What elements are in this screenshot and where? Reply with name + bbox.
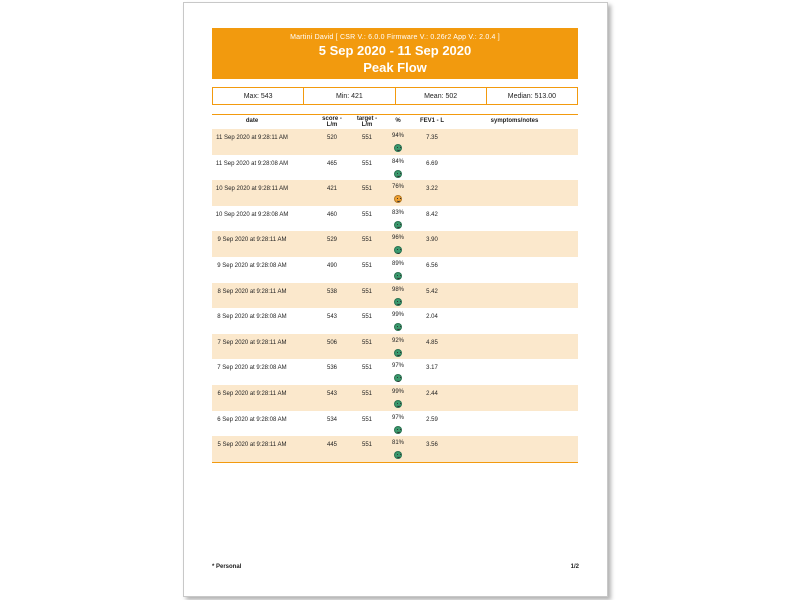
cell-percent bbox=[383, 415, 413, 439]
page-number: 1/2 bbox=[570, 564, 579, 570]
cell-percent bbox=[383, 440, 413, 464]
measurements-table-body bbox=[212, 129, 578, 462]
cell-score: 506 bbox=[326, 339, 337, 346]
percent-value: 97% bbox=[391, 363, 404, 370]
cell-fev1: 5.42 bbox=[426, 288, 438, 295]
cell-target: 551 bbox=[361, 314, 372, 321]
table-row bbox=[212, 436, 578, 462]
cell-target: 551 bbox=[361, 390, 372, 397]
cell-target: 551 bbox=[361, 135, 372, 141]
date-range-title: 5 Sep 2020 - 11 Sep 2020 bbox=[318, 43, 472, 58]
table-row bbox=[212, 129, 578, 155]
cell-date: 11 Sep 2020 at 9:28:11 AM bbox=[216, 135, 288, 141]
cell-score: 460 bbox=[326, 211, 337, 218]
cell-score: 543 bbox=[326, 390, 337, 397]
percent-value: 76% bbox=[391, 184, 404, 191]
cell-date: 6 Sep 2020 at 9:28:11 AM bbox=[217, 390, 287, 397]
smiley-status-icon bbox=[394, 451, 402, 459]
cell-date: 10 Sep 2020 at 9:28:11 AM bbox=[215, 186, 289, 193]
cell-percent bbox=[383, 235, 413, 259]
cell-date: 7 Sep 2020 at 9:28:11 AM bbox=[217, 339, 287, 346]
column-header-date: date bbox=[245, 118, 259, 124]
cell-date: 7 Sep 2020 at 9:28:08 AM bbox=[217, 365, 287, 372]
cell-fev1: 6.69 bbox=[426, 160, 438, 167]
cell-fev1: 3.56 bbox=[426, 442, 438, 449]
report-page bbox=[183, 2, 608, 597]
cell-score: 536 bbox=[326, 365, 337, 372]
smiley-status-icon bbox=[394, 170, 402, 178]
cell-fev1: 2.04 bbox=[426, 314, 438, 321]
cell-target: 551 bbox=[361, 211, 372, 218]
cell-fev1: 6.56 bbox=[426, 262, 438, 269]
cell-percent bbox=[383, 363, 413, 387]
cell-date: 11 Sep 2020 at 9:28:08 AM bbox=[215, 160, 289, 167]
cell-target: 551 bbox=[361, 339, 372, 346]
table-row bbox=[212, 283, 578, 309]
smiley-status-icon bbox=[394, 195, 402, 203]
cell-target: 551 bbox=[361, 365, 372, 372]
column-header-notes: symptoms/notes bbox=[490, 118, 539, 124]
table-row bbox=[212, 257, 578, 283]
cell-percent bbox=[383, 338, 413, 362]
percent-value: 81% bbox=[391, 440, 404, 447]
cell-fev1: 2.59 bbox=[426, 416, 438, 423]
percent-value: 99% bbox=[391, 312, 404, 319]
footer-note: * Personal bbox=[212, 564, 242, 570]
column-header-percent: % bbox=[395, 118, 401, 124]
cell-date: 8 Sep 2020 at 9:28:11 AM bbox=[217, 288, 287, 295]
cell-date: 8 Sep 2020 at 9:28:08 AM bbox=[217, 314, 287, 321]
percent-value: 84% bbox=[391, 158, 404, 165]
table-row bbox=[212, 385, 578, 411]
cell-date: 10 Sep 2020 at 9:28:08 AM bbox=[215, 211, 289, 218]
cell-fev1: 8.42 bbox=[426, 211, 438, 218]
summary-stats-bar bbox=[212, 87, 578, 105]
table-row bbox=[212, 308, 578, 334]
report-header-banner bbox=[212, 28, 578, 79]
smiley-status-icon bbox=[394, 349, 402, 357]
cell-score: 490 bbox=[326, 262, 337, 269]
table-row bbox=[212, 334, 578, 360]
column-header-score: score - L/m bbox=[322, 116, 342, 128]
cell-percent bbox=[383, 133, 413, 157]
cell-target: 551 bbox=[361, 160, 372, 167]
stat-mean: Mean: 502 bbox=[396, 88, 487, 104]
cell-score: 421 bbox=[326, 186, 337, 193]
cell-fev1: 4.85 bbox=[426, 339, 438, 346]
cell-date: 9 Sep 2020 at 9:28:08 AM bbox=[217, 262, 287, 269]
percent-value: 94% bbox=[391, 133, 404, 139]
smiley-status-icon bbox=[394, 426, 402, 434]
report-title: Peak Flow bbox=[363, 60, 427, 75]
table-row bbox=[212, 359, 578, 385]
cell-fev1: 3.17 bbox=[426, 365, 438, 372]
cell-date: 6 Sep 2020 at 9:28:08 AM bbox=[217, 416, 287, 423]
cell-percent bbox=[383, 389, 413, 413]
percent-value: 98% bbox=[391, 286, 404, 293]
smiley-status-icon bbox=[394, 272, 402, 280]
percent-value: 89% bbox=[391, 260, 404, 267]
cell-fev1: 3.22 bbox=[426, 186, 438, 193]
smiley-status-icon bbox=[394, 221, 402, 229]
cell-percent bbox=[383, 159, 413, 183]
cell-score: 445 bbox=[326, 442, 337, 449]
table-header bbox=[212, 114, 578, 130]
stat-min: Min: 421 bbox=[304, 88, 395, 104]
percent-value: 96% bbox=[391, 235, 404, 242]
smiley-status-icon bbox=[394, 298, 402, 306]
cell-fev1: 7.35 bbox=[426, 135, 438, 141]
cell-percent bbox=[383, 210, 413, 234]
cell-score: 534 bbox=[326, 416, 337, 423]
cell-score: 465 bbox=[326, 160, 337, 167]
table-bottom-rule bbox=[212, 462, 578, 463]
percent-value: 97% bbox=[391, 414, 404, 421]
cell-score: 538 bbox=[326, 288, 337, 295]
cell-fev1: 3.90 bbox=[426, 237, 438, 244]
smiley-status-icon bbox=[394, 323, 402, 331]
cell-target: 551 bbox=[361, 288, 372, 295]
table-row bbox=[212, 155, 578, 181]
cell-target: 551 bbox=[361, 416, 372, 423]
cell-target: 551 bbox=[361, 237, 372, 244]
cell-percent bbox=[383, 287, 413, 311]
cell-score: 529 bbox=[326, 237, 337, 244]
percent-value: 99% bbox=[391, 388, 404, 395]
cell-score: 520 bbox=[326, 135, 337, 141]
table-row bbox=[212, 180, 578, 206]
percent-value: 83% bbox=[391, 209, 404, 216]
percent-value: 92% bbox=[391, 337, 404, 344]
patient-device-info: Martini David [ CSR V.: 6.0.0 Firmware V.: 0.26r2 App V.: 2.0.4 ] bbox=[290, 34, 500, 41]
smiley-status-icon bbox=[394, 400, 402, 408]
cell-percent bbox=[383, 261, 413, 285]
cell-percent bbox=[383, 184, 413, 208]
column-header-target: target - L/m bbox=[356, 116, 378, 128]
cell-target: 551 bbox=[361, 262, 372, 269]
smiley-status-icon bbox=[394, 246, 402, 254]
cell-percent bbox=[383, 312, 413, 336]
cell-target: 551 bbox=[361, 442, 372, 449]
smiley-status-icon bbox=[394, 144, 402, 152]
table-row bbox=[212, 206, 578, 232]
cell-fev1: 2.44 bbox=[426, 390, 438, 397]
stat-median: Median: 513.00 bbox=[507, 92, 556, 100]
table-row bbox=[212, 411, 578, 437]
smiley-status-icon bbox=[394, 374, 402, 382]
stat-max: Max: 543 bbox=[213, 88, 304, 104]
column-header-fev1: FEV1 - L bbox=[419, 118, 444, 124]
cell-target: 551 bbox=[361, 186, 372, 193]
table-row bbox=[212, 231, 578, 257]
cell-date: 9 Sep 2020 at 9:28:11 AM bbox=[217, 237, 287, 244]
cell-date: 5 Sep 2020 at 9:28:11 AM bbox=[217, 442, 287, 449]
cell-score: 543 bbox=[326, 314, 337, 321]
